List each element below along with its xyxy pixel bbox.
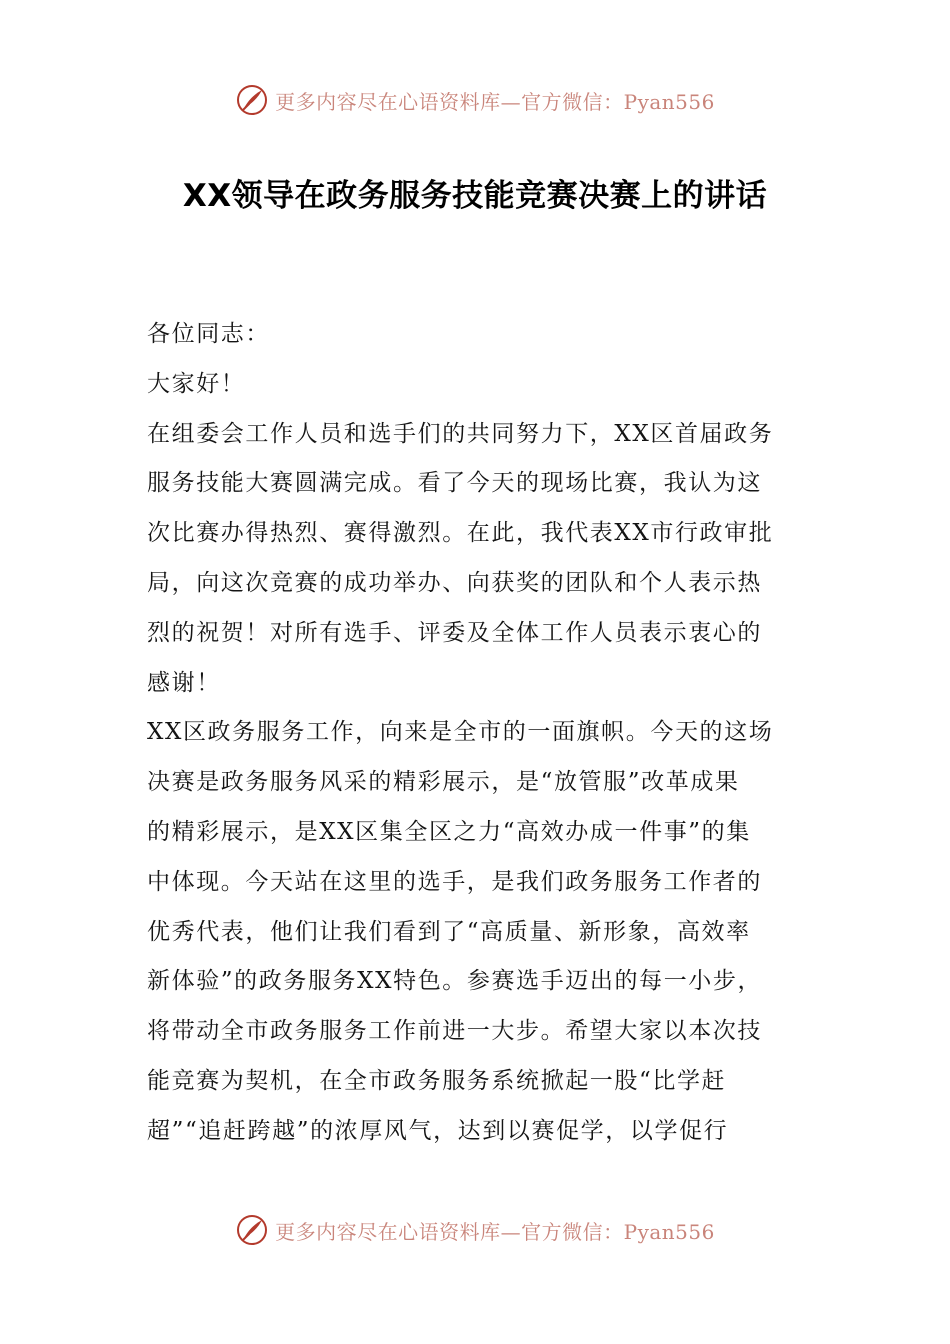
quill-logo-icon [235,1213,269,1247]
footer-watermark-text: 更多内容尽在心语资料库—官方微信：Pyan556 [275,1219,715,1244]
body-line: 在组委会工作人员和选手们的共同努力下，XX区首届政务 [147,420,774,447]
body-line: 新体验”的政务服务XX特色。参赛选手迈出的每一小步， [147,968,763,995]
body-line: 各位同志： [147,321,270,347]
body-line: 超”“追赶跨越”的浓厚风气，达到以赛促学，以学促行 [147,1117,729,1144]
body-line: 服务技能大赛圆满完成。看了今天的现场比赛，我认为这 [147,470,762,497]
body-line: XX区政务服务工作，向来是全市的一面旗帜。今天的这场 [147,719,774,746]
body-line: 能竞赛为契机，在全市政务服务系统掀起一股“比学赶 [147,1067,727,1094]
header-watermark-banner [0,80,950,120]
body-line: 感谢！ [147,669,221,696]
footer-watermark-banner [0,1210,950,1250]
body-line: 烈的祝贺！对所有选手、评委及全体工作人员表示衷心的 [147,619,762,646]
body-line: 决赛是政务服务风采的精彩展示，是“放管服”改革成果 [147,769,740,796]
body-line: 中体现。今天站在这里的选手，是我们政务服务工作者的 [147,868,762,895]
body-line: 局，向这次竞赛的成功举办、向获奖的团队和个人表示热 [147,569,762,596]
body-line: 将带动全市政务服务工作前进一大步。希望大家以本次技 [147,1018,762,1045]
body-line: 大家好！ [147,370,246,397]
body-line: 的精彩展示，是XX区集全区之力“高效办成一件事”的集 [147,818,751,845]
body-line: 次比赛办得热烈、赛得激烈。在此，我代表XX市行政审批 [147,520,774,547]
body-line: 优秀代表，他们让我们看到了“高质量、新形象，高效率 [147,918,751,945]
header-watermark-text: 更多内容尽在心语资料库—官方微信：Pyan556 [275,89,715,114]
document-body [147,310,807,1157]
document-title: XX领导在政务服务技能竞赛决赛上的讲话 [182,178,768,214]
quill-logo-icon [235,83,269,117]
